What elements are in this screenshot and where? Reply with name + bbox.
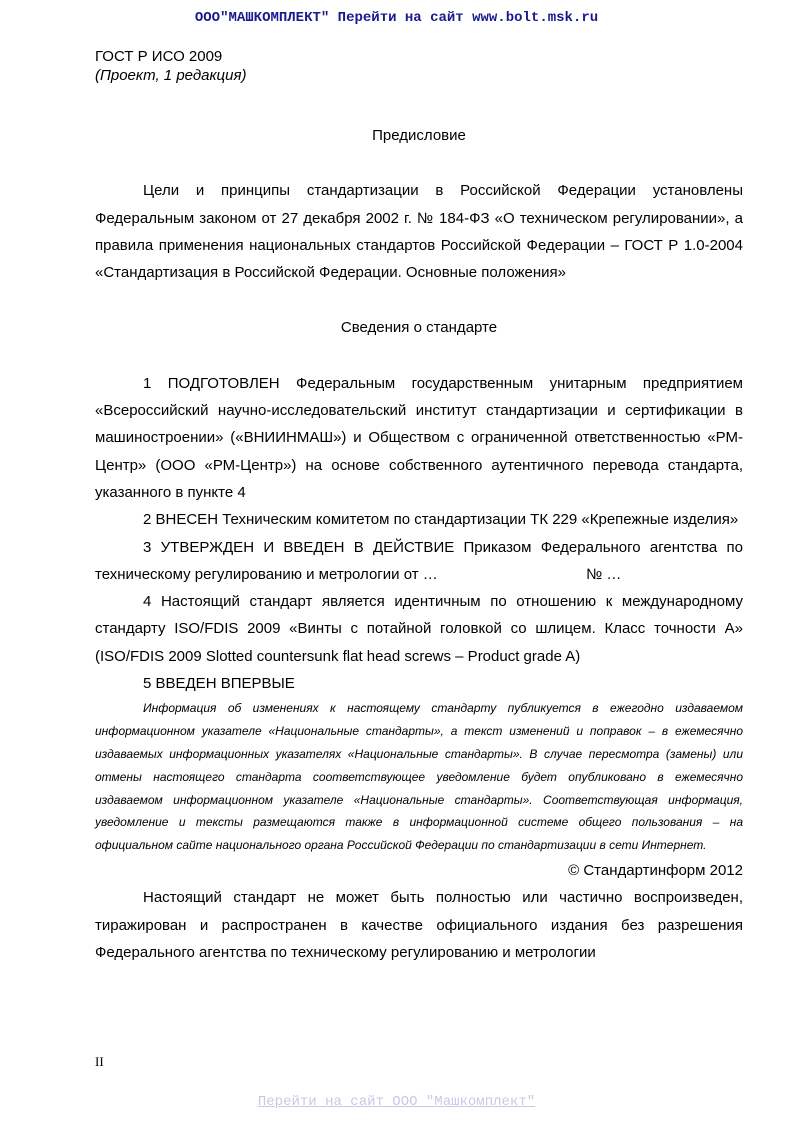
info-item-2: 2 ВНЕСЕН Техническим комитетом по стандартизации ТК 229 «Крепежные изделия» — [143, 511, 739, 529]
info-item-3-number: № … — [586, 565, 622, 583]
top-site-link[interactable]: ООО"МАШКОМПЛЕКТ" Перейти на сайт www.bolt.msk.ru — [194, 10, 599, 26]
gost-code: ГОСТ Р ИСО 2009 — [95, 48, 223, 65]
info-title: Сведения о стандарте — [340, 319, 498, 337]
foreword-paragraph: Цели и принципы стандартизации в Российской Федерации установлены Федеральным законом от 27 декабря 2002 г. № 184-ФЗ «О техническом регулировании», а правила применения национальных стандартов Российской Федерации – ГОСТ Р 1.0-2004 «Стандартизация в Российской Федерации. Основные положения» — [95, 182, 743, 282]
reproduction-restriction: Настоящий стандарт не может быть полностью или частично воспроизведен, тиражирован и распространен в качестве официального издания без разрешения Федерального агентства по техническому регулированию и метрологии — [95, 889, 743, 961]
info-item-5: 5 ВВЕДЕН ВПЕРВЫЕ — [143, 675, 295, 693]
info-item-3-text: 3 УТВЕРЖДЕН И ВВЕДЕН В ДЕЙСТВИЕ Приказом Федерального агентства по техническому регулированию и метрологии от … — [95, 538, 743, 583]
page-number: II — [95, 1054, 104, 1069]
bottom-site-link[interactable]: Перейти на сайт ООО "Машкомплект" — [257, 1094, 536, 1110]
copyright: © Стандартинформ 2012 — [568, 861, 743, 879]
draft-note: (Проект, 1 редакция) — [95, 67, 247, 84]
document-body — [95, 122, 743, 966]
foreword-title: Предисловие — [372, 127, 466, 144]
info-item-3 — [95, 534, 743, 589]
change-notice: Информация об изменениях к настоящему стандарту публикуется в ежегодно издаваемом информационном указателе «Национальные стандарты», а текст изменений и поправок – в ежемесячно издаваемых информационных указателях «Национальные стандарты». В случае пересмотра (замены) или отмены настоящего стандарта соответствующее уведомление будет опубликовано в ежемесячно издаваемом информационном указателе «Национальные стандарты». Соответствующая информация, уведомление и тексты размещаются также в информационной системе общего пользования – на официальном сайте национального органа Российской Федерации по стандартизации в сети Интернет. — [95, 701, 743, 853]
info-item-4: 4 Настоящий стандарт является идентичным по отношению к международному стандарту ISO/FDIS 2009 «Винты с потайной головкой со шлицем. Класс точности А» (ISO/FDIS 2009 Slotted countersunk flat head screws – Product grade A) — [95, 593, 743, 665]
info-item-1: 1 ПОДГОТОВЛЕН Федеральным государственным унитарным предприятием «Всероссийский научно-исследовательский институт стандартизации и сертификации в машиностроении» («ВНИИНМАШ») и Обществом с ограниченной ответственностью «РМ-Центр» (ООО «РМ-Центр») на основе собственного аутентичного перевода стандарта, указанного в пункте 4 — [95, 374, 743, 501]
